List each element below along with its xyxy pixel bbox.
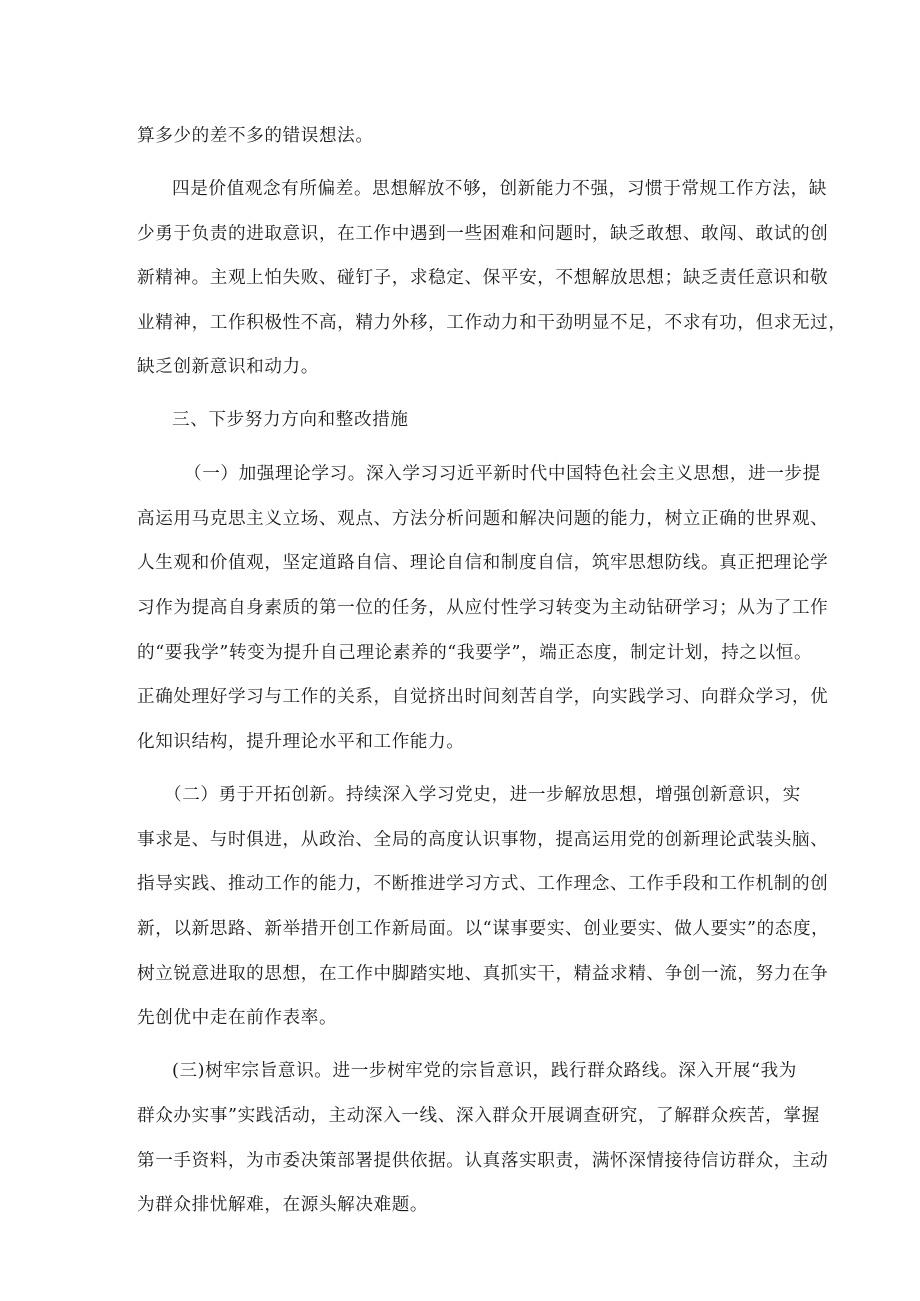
paragraph-line: 第一手资料，为市委决策部署提供依据。认真落实职责，满怀深情接待信访群众，主动: [137, 1151, 829, 1171]
paragraph-line: 习作为提高自身素质的第一位的任务，从应付性学习转变为主动钻研学习；从为了工作: [137, 598, 829, 618]
section-heading: 三、下步努力方向和整改措施: [172, 410, 409, 430]
paragraph-line: 的“要我学”转变为提升自己理论素养的“我要学”，端正态度，制定计划，持之以恒。: [137, 643, 813, 663]
paragraph-line: 算多少的差不多的错误想法。: [137, 126, 374, 146]
paragraph-line: 四是价值观念有所偏差。思想解放不够，创新能力不强，习惯于常规工作方法，缺: [172, 179, 827, 199]
paragraph-line: （一）加强理论学习。深入学习习近平新时代中国特色社会主义思想，进一步提: [184, 464, 821, 484]
paragraph-line: （二）勇于开拓创新。持续深入学习党史，进一步解放思想，增强创新意识，实: [164, 785, 801, 805]
paragraph-line: 新，以新思路、新举措开创工作新局面。以“谋事要实、创业要实、做人要实”的态度，: [137, 919, 830, 939]
paragraph-line: 缺乏创新意识和动力。: [137, 357, 319, 377]
paragraph-line: 高运用马克思主义立场、观点、方法分析问题和解决问题的能力，树立正确的世界观、: [137, 509, 829, 529]
paragraph-line: 树立锐意进取的思想，在工作中脚踏实地、真抓实干，精益求精、争创一流，努力在争: [137, 964, 829, 984]
paragraph-line: 事求是、与时俱进，从政治、全局的高度认识事物，提高运用党的创新理论武装头脑、: [137, 830, 829, 850]
paragraph-line: 人生观和价值观，坚定道路自信、理论自信和制度自信，筑牢思想防线。真正把理论学: [137, 553, 829, 573]
paragraph-line: 为群众排忧解难，在源头解决难题。: [137, 1195, 429, 1215]
paragraph-line: 指导实践、推动工作的能力，不断推进学习方式、工作理念、工作手段和工作机制的创: [137, 874, 829, 894]
paragraph-line: 新精神。主观上怕失败、碰钉子，求稳定、保平安，不想解放思想；缺乏责任意识和敬: [137, 268, 829, 288]
paragraph-line: (三)树牢宗旨意识。进一步树牢党的宗旨意识，践行群众路线。深入开展“我为: [172, 1061, 797, 1081]
paragraph-line: 化知识结构，提升理论水平和工作能力。: [137, 732, 465, 752]
paragraph-line: 正确处理好学习与工作的关系，自觉挤出时间刻苦自学，向实践学习、向群众学习，优: [137, 687, 829, 707]
paragraph-line: 先创优中走在前作表率。: [137, 1008, 338, 1028]
paragraph-line: 业精神，工作积极性不高，精力外移，工作动力和干劲明显不足，不求有功，但求无过，: [137, 313, 847, 333]
paragraph-line: 群众办实事”实践活动，主动深入一线、深入群众开展调查研究，了解群众疾苦，掌握: [137, 1106, 820, 1126]
paragraph-line: 少勇于负责的进取意识，在工作中遇到一些困难和问题时，缺乏敢想、敢闯、敢试的创: [137, 224, 829, 244]
